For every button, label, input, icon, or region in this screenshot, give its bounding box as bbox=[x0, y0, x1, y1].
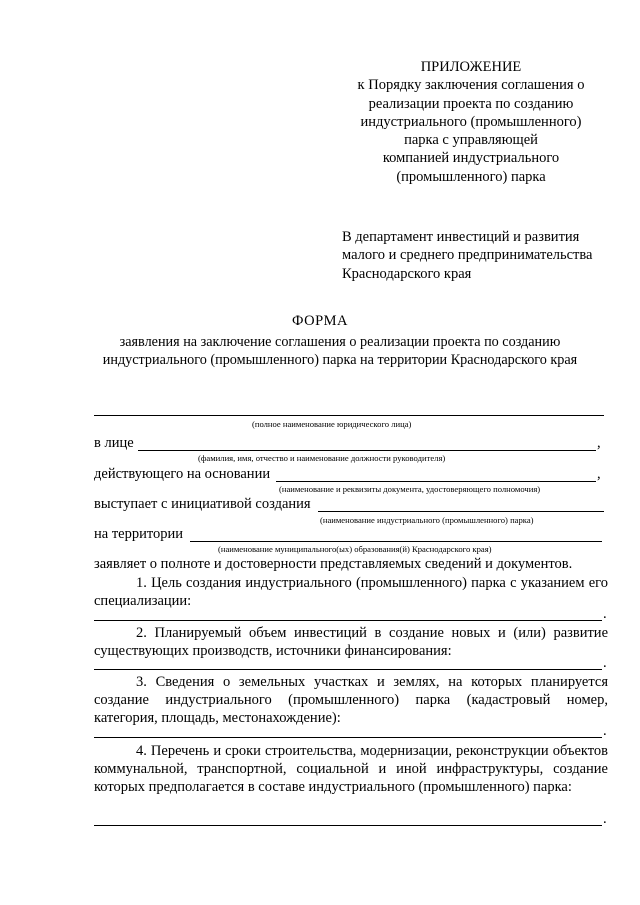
in-person-label: в лице bbox=[94, 435, 134, 451]
basis-caption: (наименование и реквизиты документа, удостоверяющего полномочия) bbox=[279, 484, 541, 494]
appendix-line: реализации проекта по созданию bbox=[368, 95, 574, 112]
form-title: ФОРМА bbox=[291, 313, 349, 329]
addressee-line: В департамент инвестиций и развития bbox=[342, 229, 580, 245]
appendix-line: парка с управляющей bbox=[404, 132, 538, 149]
item-3-text bbox=[94, 673, 608, 728]
addressee-line: Краснодарского края bbox=[342, 265, 472, 282]
appendix-line: (промышленного) парка bbox=[396, 168, 546, 185]
initiative-field[interactable] bbox=[318, 511, 604, 512]
initiative-label: выступает с инициативой создания bbox=[94, 496, 311, 512]
basis-label: действующего на основании bbox=[94, 466, 271, 482]
addressee-line: малого и среднего предпринимательства bbox=[342, 247, 593, 264]
appendix-line: к Порядку заключения соглашения о bbox=[357, 77, 585, 94]
item-4-period: . bbox=[603, 811, 607, 827]
appendix-line: индустриального (промышленного) bbox=[360, 113, 582, 130]
territory-label: на территории bbox=[94, 526, 184, 542]
legal-entity-field[interactable] bbox=[94, 415, 604, 416]
territory-caption: (наименование муниципального(ых) образования(й) Краснодарского края) bbox=[218, 544, 492, 554]
form-subtitle-line: индустриального (промышленного) парка на территории Краснодарского края bbox=[102, 352, 578, 369]
item-1-period: . bbox=[603, 606, 607, 622]
in-person-comma: , bbox=[597, 435, 601, 451]
item-1-label: 1. Цель создания индустриального (промышленного) парка с указанием его специализации: bbox=[94, 575, 608, 610]
in-person-field[interactable] bbox=[138, 450, 596, 451]
appendix-line: компанией индустриального bbox=[382, 150, 560, 167]
item-2-text bbox=[94, 624, 608, 660]
item-2-period: . bbox=[603, 655, 607, 671]
item-3-field[interactable] bbox=[94, 737, 602, 738]
legal-entity-caption: (полное наименование юридического лица) bbox=[252, 419, 412, 429]
territory-field[interactable] bbox=[190, 541, 602, 542]
item-1-text bbox=[94, 574, 608, 610]
item-4-text bbox=[94, 742, 608, 797]
item-2-field[interactable] bbox=[94, 669, 602, 670]
addressee-block bbox=[342, 228, 622, 283]
item-1-field[interactable] bbox=[94, 620, 602, 621]
form-subtitle-line: заявления на заключение соглашения о реализации проекта по созданию bbox=[119, 334, 561, 350]
appendix-block bbox=[340, 58, 602, 186]
appendix-title: ПРИЛОЖЕНИЕ bbox=[420, 59, 522, 75]
declaration-text: заявляет о полноте и достоверности представляемых сведений и документов. bbox=[94, 556, 573, 572]
initiative-caption: (наименование индустриального (промышленного) парка) bbox=[320, 515, 534, 525]
item-3-label: 3. Сведения о земельных участках и землях, на которых планируется создание индустриального (промышленного) парка (кадастровый номер, категория, площадь, местонахождение): bbox=[94, 674, 608, 727]
basis-comma: , bbox=[597, 466, 601, 482]
form-subtitle bbox=[60, 333, 620, 369]
item-2-label: 2. Планируемый объем инвестиций в создание новых и (или) развитие существующих производств, источники финансирования: bbox=[94, 625, 608, 660]
basis-field[interactable] bbox=[276, 481, 596, 482]
item-3-period: . bbox=[603, 723, 607, 739]
item-4-label: 4. Перечень и сроки строительства, модернизации, реконструкции объектов коммунальной, транспортной, социальной и иной инфраструктуры, создание которых предполагается в составе индустриального (промышленного) парка: bbox=[94, 743, 608, 796]
in-person-caption: (фамилия, имя, отчество и наименование должности руководителя) bbox=[198, 453, 446, 463]
item-4-field[interactable] bbox=[94, 825, 602, 826]
